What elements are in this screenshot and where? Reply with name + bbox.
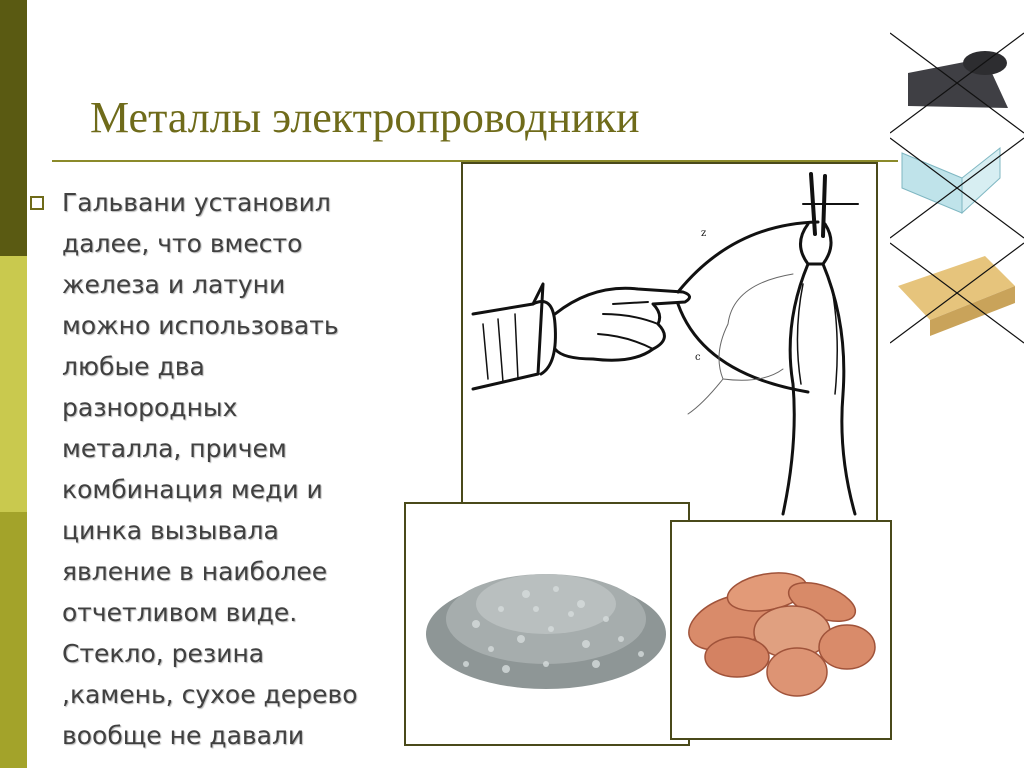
non-conductors-column xyxy=(890,28,1024,348)
sidebar-band-top xyxy=(0,0,27,256)
slide-body-text: Гальвани установил далее, что вместо железа и латуни можно использовать любые два разнородных металла, причем комбинация меди и цинка вызывала явление в наиболее отчетливом виде. Стекло, резина ,камень, сухое дерево вообще не давали xyxy=(62,188,358,750)
zinc-granules-image xyxy=(404,502,690,746)
svg-text:c: c xyxy=(695,352,701,363)
non-conductors-drawing xyxy=(890,28,1024,348)
sidebar-band-bottom xyxy=(0,512,27,768)
bullet-icon xyxy=(30,196,44,210)
glass-icon xyxy=(890,138,1024,238)
sidebar-band-middle xyxy=(0,256,27,512)
copper-pieces-image xyxy=(670,520,892,740)
slide-sidebar xyxy=(0,0,27,768)
galvani-experiment-image xyxy=(461,162,878,522)
frog-experiment-drawing xyxy=(463,164,876,520)
wood-icon xyxy=(890,243,1024,343)
rubber-icon xyxy=(890,33,1024,133)
zinc-granules-drawing xyxy=(406,504,688,744)
copper-pieces-drawing xyxy=(672,522,890,738)
slide-title: Металлы электропроводники xyxy=(90,93,640,142)
svg-text:z: z xyxy=(701,228,707,239)
